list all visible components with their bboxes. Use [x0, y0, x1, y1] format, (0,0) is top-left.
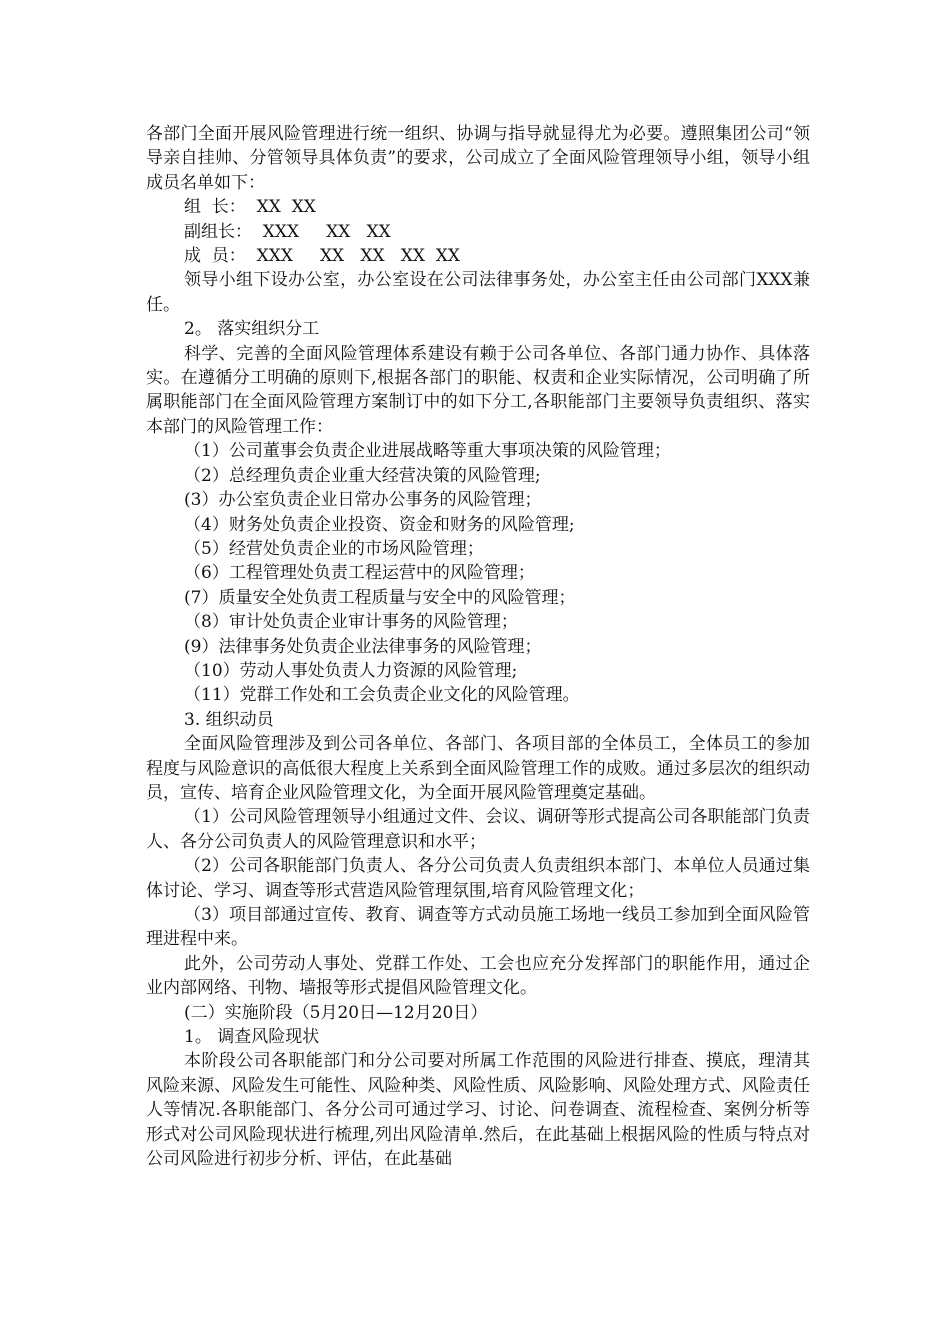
duty-item: （4）财务处负责企业投资、资金和财务的风险管理;: [184, 514, 575, 535]
duty-item: （6）工程管理处负责工程运营中的风险管理；: [184, 563, 535, 584]
section-heading-stage: (二）实施阶段（5月20日—12月20日）: [184, 1002, 488, 1023]
division-paragraph: 科学、完善的全面风险管理体系建设有赖于公司各单位、各部门通力协作、具体落实。在遵循分工明确的原则下,根据各部门的职能、权责和企业实际情况，公司明确了所属职能部门在全面风险管理方案制订中的如下分工,各职能部门主要领导负责组织、落实本部门的风险管理工作：: [146, 343, 810, 437]
section-heading-division: 2。 落实组织分工: [184, 319, 320, 340]
duty-item: (9）法律事务处负责企业法律事务的风险管理；: [184, 636, 542, 657]
section-heading-survey: 1。 调查风险现状: [184, 1027, 320, 1048]
duty-item: (3）办公室负责企业日常办公事务的风险管理；: [184, 490, 542, 511]
duty-item: （2）总经理负责企业重大经营决策的风险管理;: [184, 465, 541, 486]
deputy-leader-line: 副组长： XXX XX XX: [184, 221, 391, 242]
members-line: 成 员： XXX XX XX XX XX: [184, 246, 460, 267]
mobilize-item: （1）公司风险管理领导小组通过文件、会议、调研等形式提高公司各职能部门负责人、各分公司负责人的风险管理意识和水平；: [146, 807, 810, 852]
office-paragraph: 领导小组下设办公室，办公室设在公司法律事务处，办公室主任由公司部门XXX兼任。: [146, 270, 810, 315]
mobilize-item: （2）公司各职能部门负责人、各分公司负责人负责组织本部门、本单位人员通过集体讨论、学习、调查等形式营造风险管理氛围,培育风险管理文化；: [146, 856, 810, 901]
mobilize-paragraph: 全面风险管理涉及到公司各单位、各部门、各项目部的全体员工，全体员工的参加程度与风险意识的高低很大程度上关系到全面风险管理工作的成败。通过多层次的组织动员，宣传、培育企业风险管理文化，为全面开展风险管理奠定基础。: [146, 734, 810, 803]
section-heading-mobilize: 3. 组织动员: [184, 709, 274, 730]
duty-item: （11）党群工作处和工会负责企业文化的风险管理。: [184, 685, 580, 706]
duty-item: （8）审计处负责企业审计事务的风险管理；: [184, 612, 518, 633]
duty-item: （5）经营处负责企业的市场风险管理；: [184, 538, 484, 559]
mobilize-item: （3）项目部通过宣传、教育、调查等方式动员施工场地一线员工参加到全面风险管理进程中来。: [146, 905, 810, 950]
duty-item: (7）质量安全处负责工程质量与安全中的风险管理；: [184, 587, 576, 608]
survey-paragraph: 本阶段公司各职能部门和分公司要对所属工作范围的风险进行排查、摸底，理清其风险来源、风险发生可能性、风险种类、风险性质、风险影响、风险处理方式、风险责任人等情况.各职能部门、各分公司可通过学习、讨论、问卷调查、流程检查、案例分析等形式对公司风险现状进行梳理,列出风险清单.然后，在此基础上根据风险的性质与特点对公司风险进行初步分析、评估，在此基础: [146, 1051, 810, 1170]
duty-item: （1）公司董事会负责企业进展战略等重大事项决策的风险管理；: [184, 441, 671, 462]
intro-paragraph: 各部门全面开展风险管理进行统一组织、协调与指导就显得尤为必要。遵照集团公司“领导亲自挂帅、分管领导具体负责”的要求，公司成立了全面风险管理领导小组，领导小组成员名单如下：: [146, 124, 810, 193]
document-body: [146, 122, 810, 1171]
duty-item: （10）劳动人事处负责人力资源的风险管理;: [184, 660, 518, 681]
further-paragraph: 此外，公司劳动人事处、党群工作处、工会也应充分发挥部门的职能作用，通过企业内部网络、刊物、墙报等形式提倡风险管理文化。: [146, 953, 810, 999]
leader-line: 组 长： XX XX: [184, 197, 316, 218]
